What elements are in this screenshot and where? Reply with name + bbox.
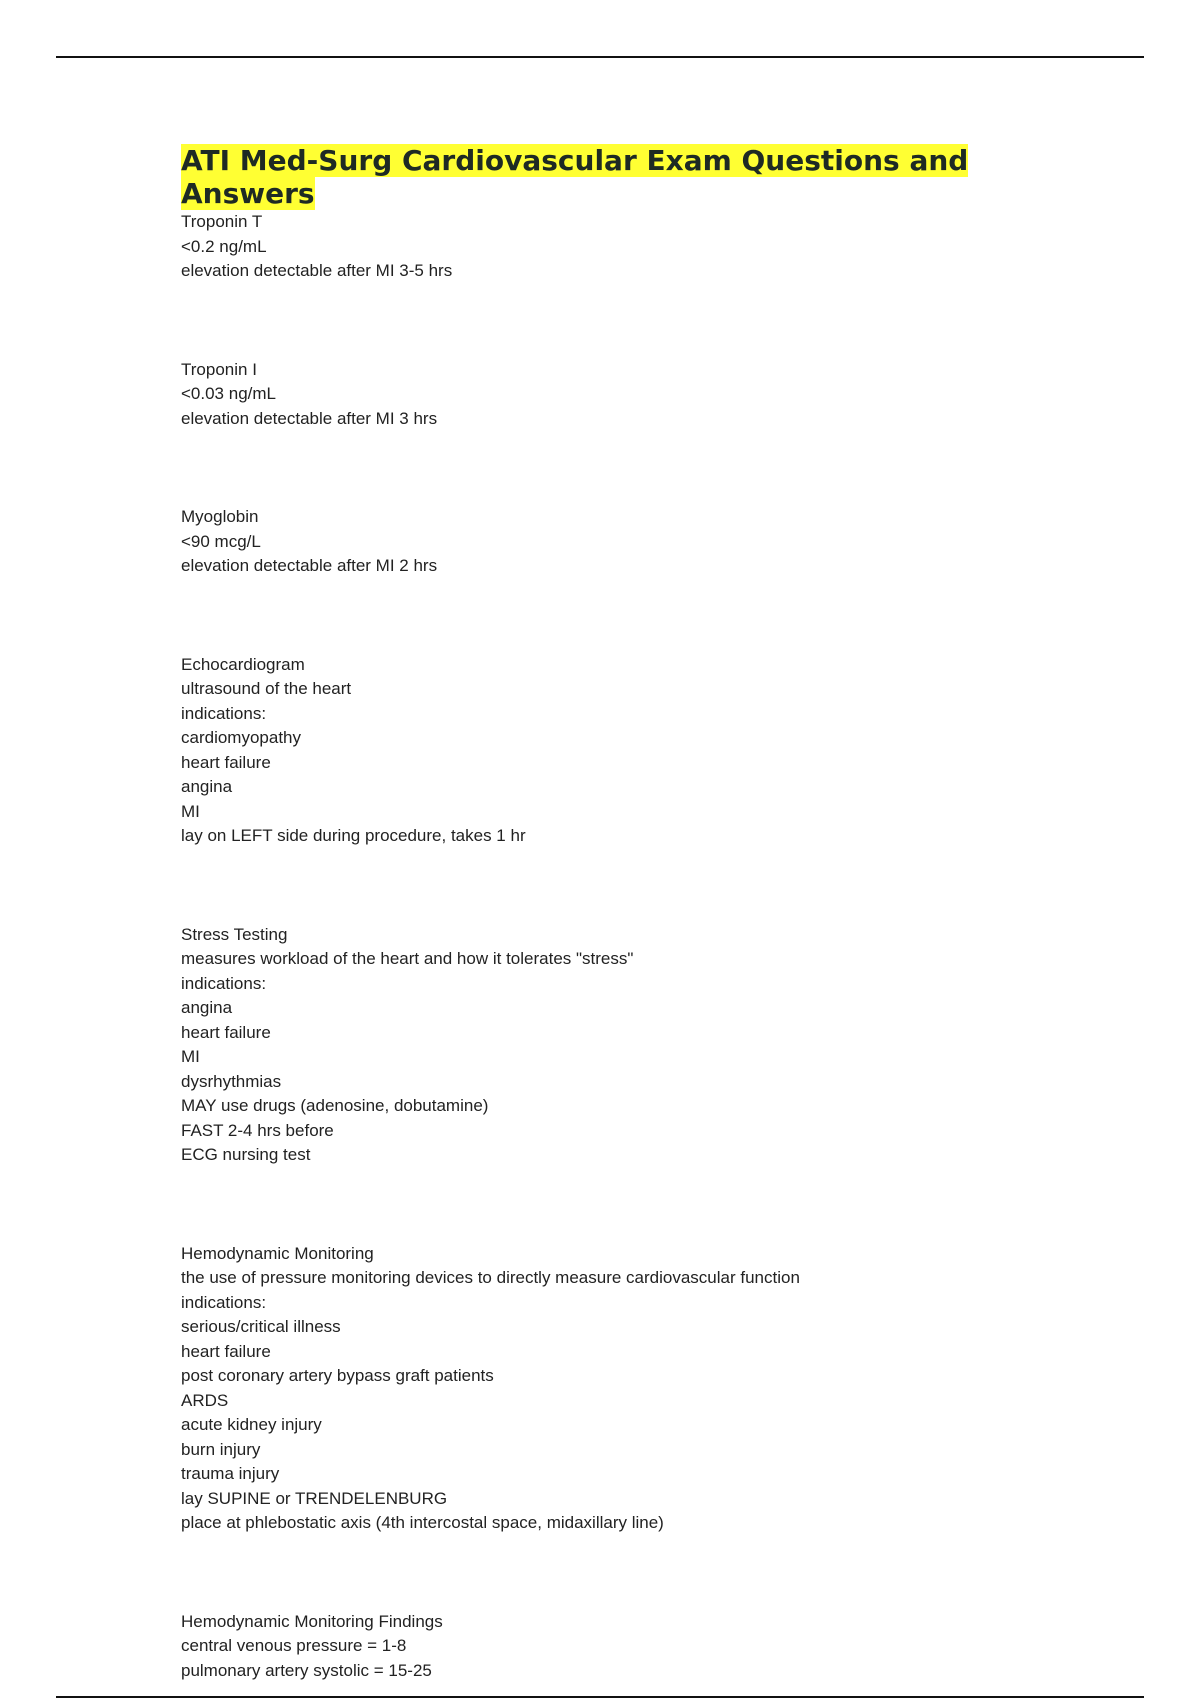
section-line: ultrasound of the heart [181,679,352,698]
section-line: post coronary artery bypass graft patients [181,1366,494,1385]
top-rule [56,56,1144,58]
section-line: indications: [181,973,267,993]
section-hemodynamic-monitoring [181,1242,1011,1536]
section-spacer [181,1168,1011,1242]
bottom-rule [56,1696,1144,1698]
section-line: lay on LEFT side during procedure, takes 1 hr [181,826,526,845]
section-line: indications: [181,703,267,723]
section-line: cardiomyopathy [181,728,302,747]
section-spacer [181,431,1011,505]
section-line: lay SUPINE or TRENDELENBURG [181,1488,448,1508]
section-myoglobin [181,505,1011,579]
document-body [181,144,1011,1683]
section-line: the use of pressure monitoring devices to directly measure cardiovascular function [181,1268,800,1287]
section-line: <0.2 ng/mL [181,236,267,256]
section-heading: Hemodynamic Monitoring [181,1243,374,1263]
section-line: heart failure [181,1022,271,1042]
section-line: heart failure [181,1341,271,1361]
section-line: MI [181,1047,200,1066]
section-line: place at phlebostatic axis (4th intercostal space, midaxillary line) [181,1513,664,1532]
section-line: elevation detectable after MI 3-5 hrs [181,261,453,280]
section-line: acute kidney injury [181,1415,322,1434]
section-line: heart failure [181,752,271,772]
section-line: trauma injury [181,1464,280,1483]
section-line: measures workload of the heart and how it tolerates "stress" [181,949,634,968]
section-line: elevation detectable after MI 2 hrs [181,556,438,575]
section-spacer [181,284,1011,358]
section-spacer [181,849,1011,923]
section-line: angina [181,777,233,796]
section-line: <0.03 ng/mL [181,384,276,403]
section-echocardiogram [181,653,1011,849]
section-line: <90 mcg/L [181,531,261,551]
section-spacer [181,579,1011,653]
section-heading: Hemodynamic Monitoring Findings [181,1611,443,1631]
section-heading: Myoglobin [181,507,259,526]
section-hemodynamic-findings [181,1610,1011,1684]
section-heading: Stress Testing [181,924,288,944]
section-line: angina [181,998,233,1017]
section-line: MI [181,801,200,821]
section-line: FAST 2-4 hrs before [181,1120,334,1140]
section-heading: Troponin T [181,212,263,231]
document-title [181,144,1011,210]
title-highlight: ATI Med-Surg Cardiovascular Exam Questions and Answers [181,144,969,210]
section-stress-testing [181,923,1011,1168]
section-troponin-i [181,358,1011,432]
section-line: pulmonary artery systolic = 15-25 [181,1660,432,1680]
section-line: MAY use drugs (adenosine, dobutamine) [181,1096,489,1115]
section-spacer [181,1536,1011,1610]
section-line: elevation detectable after MI 3 hrs [181,408,438,428]
section-line: serious/critical illness [181,1317,341,1336]
section-line: central venous pressure = 1-8 [181,1636,407,1655]
section-line: ECG nursing test [181,1145,311,1164]
section-heading: Troponin I [181,359,257,379]
section-line: indications: [181,1292,267,1312]
section-troponin-t [181,210,1011,284]
section-heading: Echocardiogram [181,654,305,674]
section-line: ARDS [181,1390,229,1410]
section-line: burn injury [181,1439,261,1459]
section-line: dysrhythmias [181,1071,282,1091]
